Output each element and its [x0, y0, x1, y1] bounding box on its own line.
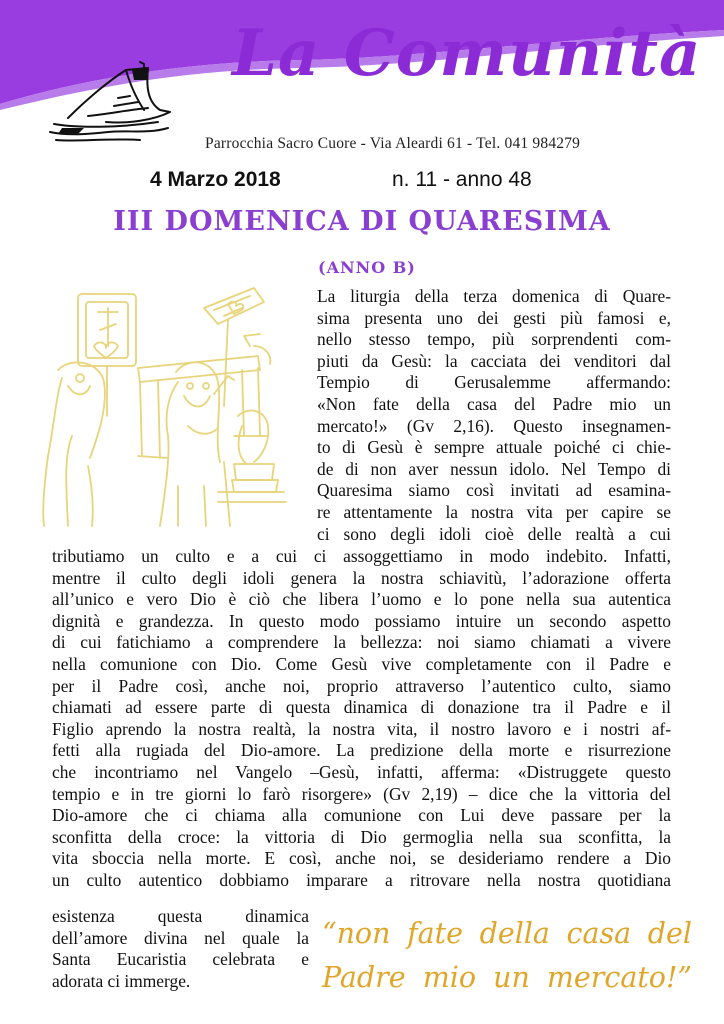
- article-subtitle: (ANNO B): [318, 258, 416, 277]
- text-line: adorata ci immerge.: [52, 970, 191, 991]
- text-line: che incontriamo nel Vangelo –Gesù, infatti, afferma: «Distruggete questo: [52, 761, 671, 782]
- text-line: de di non aver nessun idolo. Nel Tempo di: [317, 458, 671, 479]
- text-line: fetti alla rugiada del Dio-amore. La predizione della morte e risurrezione: [52, 740, 671, 761]
- text-line: dignità e grandezza. In questo modo possiamo intuire un secondo aspetto: [52, 610, 671, 631]
- text-line: La liturgia della terza domenica di Quare-: [317, 286, 671, 306]
- pull-quote-line: “non fate della casa del: [322, 917, 692, 950]
- article-column-text: [317, 286, 671, 545]
- text-line: esistenza questa dinamica: [52, 906, 309, 926]
- text-line: nello stesso tempo, più sorprendenti com-: [317, 329, 671, 350]
- article-body-text: [52, 546, 671, 892]
- text-line: Figlio aprendo la nostra realtà, la nostra vita, il nostro lavoro e i nostri af-: [52, 718, 671, 739]
- article-title: III DOMENICA DI QUARESIMA: [113, 206, 611, 237]
- text-line: piuti da Gesù: la cacciata dei venditori dal: [317, 350, 671, 371]
- text-line: per il Padre così, anche noi, proprio attraverso l’autentico culto, siamo: [52, 675, 671, 696]
- parish-address: Parrocchia Sacro Cuore - Via Aleardi 61 - Tel. 041 984279: [205, 135, 581, 152]
- article-closing-text: [52, 906, 309, 992]
- text-line: chiamati ad essere parte di questa dinamica di donazione tra il Padre e il: [52, 697, 671, 718]
- text-line: Santa Eucaristia celebrata e: [52, 949, 309, 970]
- text-line: tempio e in tre giorni lo farò risorgere» (Gv 2,19) – dice che la vittoria del: [52, 783, 671, 804]
- text-line: «Non fate della casa del Padre mio un: [317, 393, 671, 414]
- text-line: vita sboccia nella morte. E così, anche noi, se desideriamo rendere a Dio: [52, 848, 671, 869]
- text-line: re attentamente la nostra vita per capire se: [317, 501, 671, 522]
- text-line: dell’amore divina nel quale la: [52, 927, 309, 948]
- issue-number: n. 11 - anno 48: [392, 168, 532, 191]
- text-line: to di Gesù è sempre attuale poiché ci chie-: [317, 437, 671, 458]
- text-line: sima presenta uno dei gesti più famosi e,: [317, 307, 671, 328]
- text-line: Dio-amore che ci chiama alla comunione con Lui deve passare per la: [52, 805, 671, 826]
- text-line: mercato!» (Gv 2,16). Questo insegnamen-: [317, 415, 671, 436]
- jesus-temple-illustration: [28, 286, 300, 532]
- text-line: tributiamo un culto e a cui ci assoggettiamo in modo indebito. Infatti,: [52, 546, 671, 566]
- text-line: ci sono degli idoli cioè delle realtà a cui: [317, 523, 671, 544]
- masthead-title: La Comunità: [232, 16, 702, 91]
- text-line: nella comunione con Dio. Come Gesù vive completamente con il Padre e: [52, 653, 671, 674]
- text-line: un culto autentico dobbiamo imparare a ritrovare nella nostra quotidiana: [52, 869, 671, 890]
- pull-quote-line: Padre mio un mercato!”: [322, 961, 692, 994]
- parish-logo-icon: [48, 58, 178, 148]
- text-line: di cui fatichiamo a comprendere la bellezza: noi siamo chiamati a vivere: [52, 632, 671, 653]
- issue-date: 4 Marzo 2018: [150, 168, 281, 191]
- text-line: Tempio di Gerusalemme affermando:: [317, 372, 671, 393]
- text-line: sconfitta della croce: la vittoria di Dio germoglia nella sua sconfitta, la: [52, 826, 671, 847]
- text-line: all’unico e vero Dio è ciò che libera l’uomo e lo pone nella sua autentica: [52, 589, 671, 610]
- pull-quote: [322, 912, 692, 1000]
- text-line: mentre il culto degli idoli genera la nostra schiavitù, l’adorazione offerta: [52, 567, 671, 588]
- text-line: Quaresima siamo così invitati ad esamina-: [317, 480, 671, 501]
